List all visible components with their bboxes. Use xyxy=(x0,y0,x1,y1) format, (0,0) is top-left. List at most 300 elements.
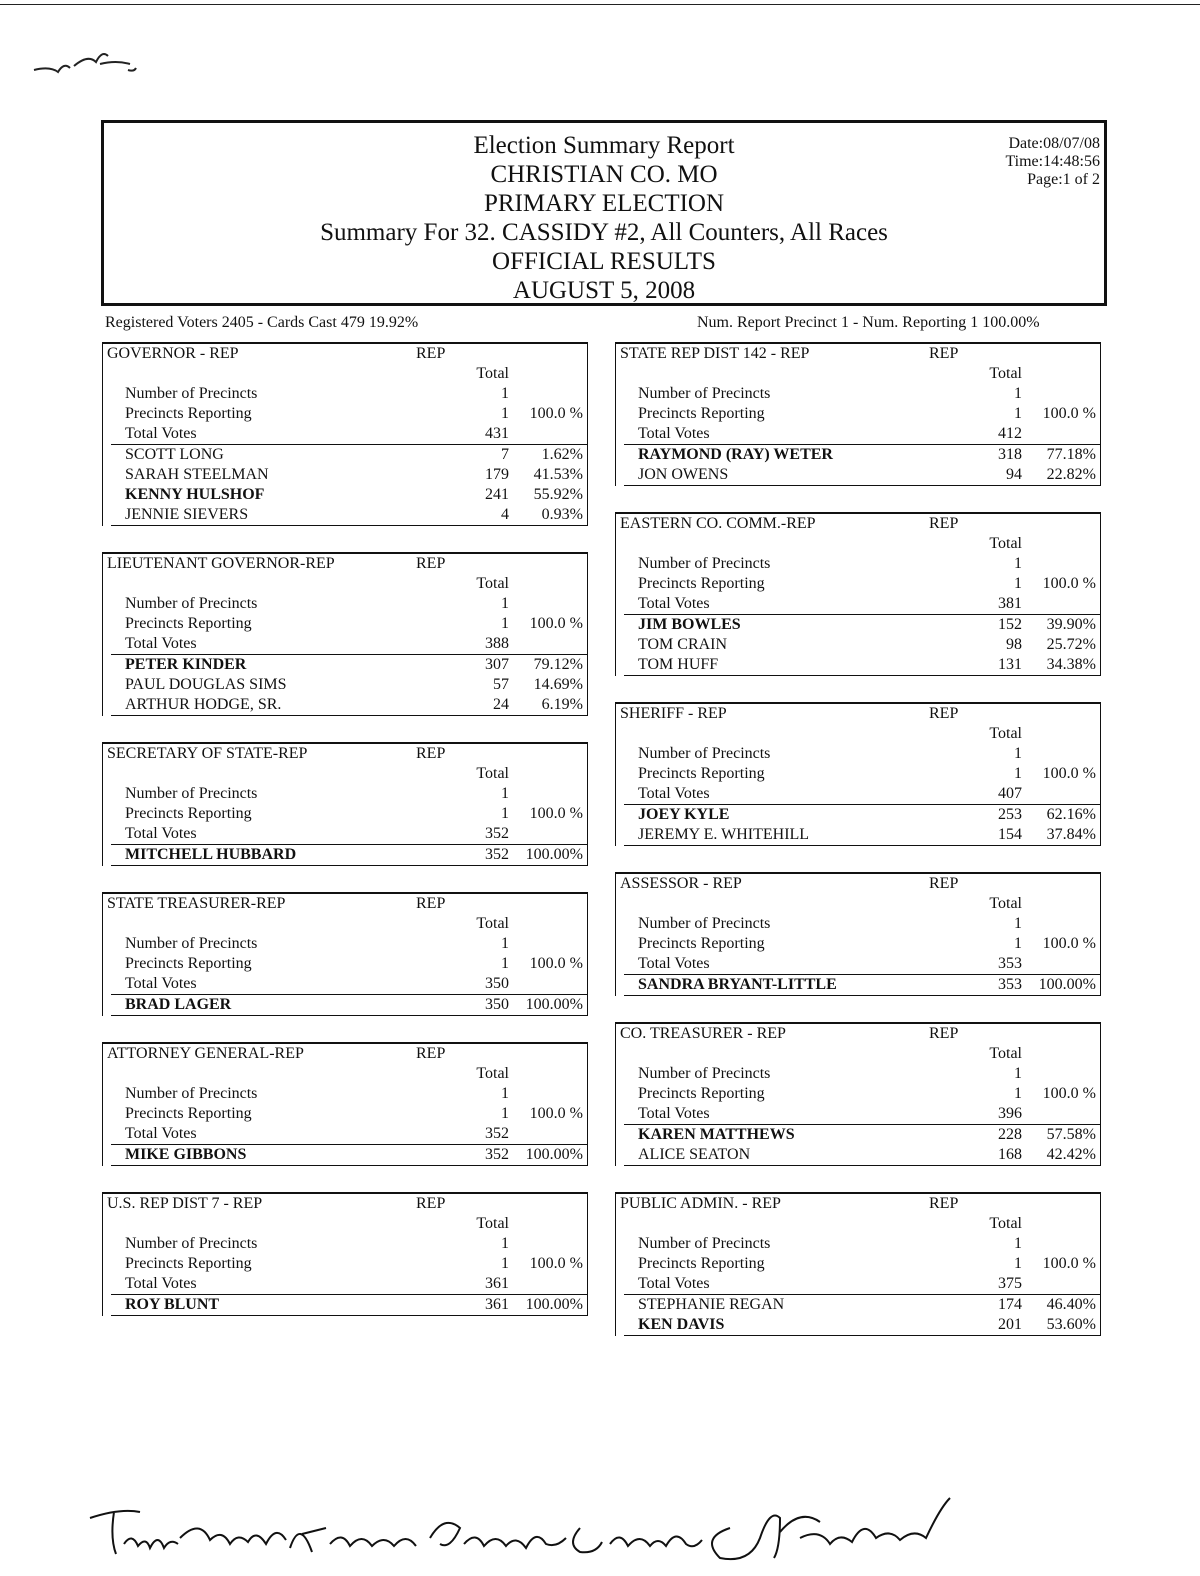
candidate-votes: 307 xyxy=(485,656,509,673)
total-column-label xyxy=(103,1064,587,1084)
race-header xyxy=(103,744,587,764)
race-party: REP xyxy=(929,705,959,722)
race-header xyxy=(103,344,587,364)
candidate-name: MITCHELL HUBBARD xyxy=(125,846,297,863)
total-column-label xyxy=(616,1044,1100,1064)
report-time: Time:14:48:56 xyxy=(1005,153,1100,170)
total-label: Total xyxy=(989,725,1022,742)
stat-label: Precincts Reporting xyxy=(638,575,765,592)
candidate-name: JENNIE SIEVERS xyxy=(125,506,249,523)
total-column-label xyxy=(103,914,587,934)
stat-label: Number of Precincts xyxy=(125,1235,258,1252)
candidate-votes: 179 xyxy=(485,466,509,483)
candidate-name: PETER KINDER xyxy=(125,656,247,673)
candidate-votes: 352 xyxy=(485,1146,509,1163)
race-title: STATE REP DIST 142 - REP xyxy=(620,345,810,362)
candidate-name: RAYMOND (RAY) WETER xyxy=(638,446,833,463)
candidate-name: JEREMY E. WHITEHILL xyxy=(638,826,810,843)
stat-label: Number of Precincts xyxy=(125,935,258,952)
candidate-votes: 361 xyxy=(485,1296,509,1313)
race-header xyxy=(103,894,587,914)
stat-label: Total Votes xyxy=(638,785,710,802)
stat-label: Number of Precincts xyxy=(638,1235,771,1252)
summary-description: Summary For 32. CASSIDY #2, All Counters, All Races xyxy=(320,219,888,246)
race-party: REP xyxy=(929,1195,959,1212)
box-bottom-line xyxy=(111,1015,587,1016)
stat-value: 1 xyxy=(1014,1065,1022,1082)
stat-value: 396 xyxy=(998,1105,1022,1122)
election-date: AUGUST 5, 2008 xyxy=(512,277,696,304)
stat-label: Total Votes xyxy=(638,1275,710,1292)
race-box xyxy=(102,742,588,866)
stat-value: 1 xyxy=(1014,405,1022,422)
stat-value: 1 xyxy=(501,385,509,402)
total-label: Total xyxy=(476,365,509,382)
candidate-votes: 98 xyxy=(1006,636,1022,653)
candidate-votes: 174 xyxy=(998,1296,1022,1313)
candidate-percent: 77.18% xyxy=(1046,446,1096,463)
stat-value: 1 xyxy=(501,785,509,802)
total-column-label xyxy=(616,364,1100,384)
race-box xyxy=(102,342,588,526)
registered-voters-summary: Registered Voters 2405 - Cards Cast 479 19.92% xyxy=(105,314,419,331)
county-name: CHRISTIAN CO. MO xyxy=(490,161,718,188)
total-votes-row xyxy=(103,1124,587,1144)
stat-value: 352 xyxy=(485,825,509,842)
candidate-votes: 352 xyxy=(485,846,509,863)
candidate-row xyxy=(616,465,1100,485)
stat-value: 1 xyxy=(1014,1255,1022,1272)
total-column-label xyxy=(103,364,587,384)
stat-label: Total Votes xyxy=(125,1275,197,1292)
box-bottom-line xyxy=(624,995,1100,996)
stat-value: 1 xyxy=(1014,935,1022,952)
candidate-votes: 201 xyxy=(998,1316,1022,1333)
stat-label: Precincts Reporting xyxy=(125,1255,252,1272)
stat-value: 352 xyxy=(485,1125,509,1142)
candidate-name: KAREN MATTHEWS xyxy=(638,1126,795,1143)
race-header xyxy=(616,1194,1100,1214)
candidate-votes: 241 xyxy=(485,486,509,503)
number-of-precincts-row xyxy=(616,384,1100,404)
stat-label: Number of Precincts xyxy=(638,555,771,572)
report-date: Date:08/07/08 xyxy=(1008,135,1100,152)
candidate-name: PAUL DOUGLAS SIMS xyxy=(125,676,287,693)
race-party: REP xyxy=(416,895,446,912)
candidate-votes: 253 xyxy=(998,806,1022,823)
race-box xyxy=(102,1192,588,1316)
number-of-precincts-row xyxy=(103,384,587,404)
total-label: Total xyxy=(989,535,1022,552)
candidate-row xyxy=(103,695,587,715)
candidate-row xyxy=(616,825,1100,845)
total-label: Total xyxy=(476,1065,509,1082)
total-label: Total xyxy=(989,1215,1022,1232)
total-column-label xyxy=(103,764,587,784)
stat-value: 431 xyxy=(485,425,509,442)
race-title: STATE TREASURER-REP xyxy=(107,895,286,912)
number-of-precincts-row xyxy=(103,1234,587,1254)
stat-value: 1 xyxy=(1014,1235,1022,1252)
precincts-reporting-row xyxy=(616,764,1100,784)
stat-value: 1 xyxy=(1014,575,1022,592)
candidate-row xyxy=(616,1315,1100,1335)
number-of-precincts-row xyxy=(103,594,587,614)
total-votes-row xyxy=(616,594,1100,614)
candidate-percent: 79.12% xyxy=(533,656,583,673)
precincts-reporting-row xyxy=(103,954,587,974)
stat-label: Number of Precincts xyxy=(638,1065,771,1082)
candidate-name: TOM HUFF xyxy=(638,656,719,673)
handwritten-mark xyxy=(30,40,150,80)
candidate-row xyxy=(103,1295,587,1315)
stat-value: 1 xyxy=(1014,385,1022,402)
race-box xyxy=(102,892,588,1016)
candidate-name: SANDRA BRYANT-LITTLE xyxy=(638,976,837,993)
total-votes-row xyxy=(616,1274,1100,1294)
race-title: PUBLIC ADMIN. - REP xyxy=(620,1195,781,1212)
box-bottom-line xyxy=(111,525,587,526)
precincts-reporting-row xyxy=(103,614,587,634)
race-party: REP xyxy=(416,555,446,572)
box-bottom-line xyxy=(624,485,1100,486)
number-of-precincts-row xyxy=(616,744,1100,764)
race-party: REP xyxy=(416,345,446,362)
stat-label: Number of Precincts xyxy=(638,745,771,762)
candidate-row xyxy=(103,445,587,465)
candidate-row xyxy=(103,485,587,505)
stat-value: 1 xyxy=(1014,745,1022,762)
results-status: OFFICIAL RESULTS xyxy=(492,248,716,275)
candidate-percent: 6.19% xyxy=(541,696,583,713)
total-label: Total xyxy=(476,575,509,592)
report-page: Page:1 of 2 xyxy=(1027,171,1100,188)
total-column-label xyxy=(616,894,1100,914)
report-meta xyxy=(1005,135,1100,189)
election-name: PRIMARY ELECTION xyxy=(483,190,725,217)
candidate-votes: 228 xyxy=(998,1126,1022,1143)
race-box xyxy=(615,1022,1101,1166)
scan-top-edge-line xyxy=(0,4,1200,5)
stat-label: Number of Precincts xyxy=(125,595,258,612)
stat-value: 375 xyxy=(998,1275,1022,1292)
race-title: SHERIFF - REP xyxy=(620,705,727,722)
candidate-name: ROY BLUNT xyxy=(125,1296,220,1313)
total-votes-row xyxy=(616,1104,1100,1124)
box-bottom-line xyxy=(624,1335,1100,1336)
stat-value: 1 xyxy=(501,1085,509,1102)
candidate-name: JOEY KYLE xyxy=(638,806,730,823)
total-label: Total xyxy=(476,1215,509,1232)
candidate-votes: 318 xyxy=(998,446,1022,463)
total-column-label xyxy=(103,1214,587,1234)
candidate-percent: 100.00% xyxy=(525,846,583,863)
candidate-row xyxy=(103,845,587,865)
box-bottom-line xyxy=(111,1165,587,1166)
candidate-row xyxy=(616,805,1100,825)
stat-percent: 100.0 % xyxy=(529,805,583,822)
stat-label: Total Votes xyxy=(638,595,710,612)
total-label: Total xyxy=(989,895,1022,912)
stat-label: Precincts Reporting xyxy=(125,805,252,822)
total-label: Total xyxy=(989,365,1022,382)
stat-percent: 100.0 % xyxy=(529,1105,583,1122)
stat-label: Precincts Reporting xyxy=(638,405,765,422)
race-title: GOVERNOR - REP xyxy=(107,345,239,362)
stat-label: Total Votes xyxy=(638,1105,710,1122)
candidate-name: KEN DAVIS xyxy=(638,1316,725,1333)
race-header xyxy=(103,554,587,574)
race-box xyxy=(615,872,1101,996)
stat-label: Total Votes xyxy=(125,825,197,842)
candidate-percent: 100.00% xyxy=(525,1146,583,1163)
race-title: LIEUTENANT GOVERNOR-REP xyxy=(107,555,335,572)
stat-label: Total Votes xyxy=(125,425,197,442)
candidate-percent: 100.00% xyxy=(525,996,583,1013)
stat-label: Precincts Reporting xyxy=(638,1255,765,1272)
candidate-percent: 46.40% xyxy=(1046,1296,1096,1313)
total-label: Total xyxy=(989,1045,1022,1062)
stat-label: Number of Precincts xyxy=(125,1085,258,1102)
total-votes-row xyxy=(103,424,587,444)
stat-label: Precincts Reporting xyxy=(638,935,765,952)
race-party: REP xyxy=(416,1045,446,1062)
total-column-label xyxy=(616,724,1100,744)
candidate-percent: 14.69% xyxy=(533,676,583,693)
stat-label: Total Votes xyxy=(638,425,710,442)
stat-label: Number of Precincts xyxy=(638,385,771,402)
stat-value: 1 xyxy=(501,1235,509,1252)
candidate-percent: 39.90% xyxy=(1046,616,1096,633)
total-label: Total xyxy=(476,765,509,782)
candidate-name: ARTHUR HODGE, SR. xyxy=(125,696,282,713)
stat-percent: 100.0 % xyxy=(529,405,583,422)
candidate-row xyxy=(616,445,1100,465)
precincts-reporting-row xyxy=(616,404,1100,424)
stat-label: Number of Precincts xyxy=(125,785,258,802)
race-party: REP xyxy=(929,1025,959,1042)
total-column-label xyxy=(616,534,1100,554)
candidate-percent: 62.16% xyxy=(1046,806,1096,823)
candidate-row xyxy=(103,1145,587,1165)
candidate-row xyxy=(616,655,1100,675)
race-header xyxy=(616,704,1100,724)
candidate-votes: 4 xyxy=(501,506,509,523)
stat-label: Total Votes xyxy=(125,975,197,992)
total-votes-row xyxy=(103,1274,587,1294)
precincts-reporting-row xyxy=(103,804,587,824)
candidate-percent: 0.93% xyxy=(541,506,583,523)
precincts-reporting-row xyxy=(616,1084,1100,1104)
stat-percent: 100.0 % xyxy=(529,955,583,972)
candidate-name: ALICE SEATON xyxy=(638,1146,751,1163)
candidate-votes: 154 xyxy=(998,826,1022,843)
candidate-votes: 24 xyxy=(493,696,509,713)
candidate-name: MIKE GIBBONS xyxy=(125,1146,247,1163)
candidate-votes: 168 xyxy=(998,1146,1022,1163)
race-title: ASSESSOR - REP xyxy=(620,875,742,892)
stat-value: 1 xyxy=(501,955,509,972)
stat-label: Precincts Reporting xyxy=(638,1085,765,1102)
candidate-name: JON OWENS xyxy=(638,466,729,483)
race-party: REP xyxy=(929,515,959,532)
stat-value: 1 xyxy=(501,1105,509,1122)
stat-value: 361 xyxy=(485,1275,509,1292)
stat-label: Precincts Reporting xyxy=(125,955,252,972)
stat-percent: 100.0 % xyxy=(1042,935,1096,952)
candidate-name: TOM CRAIN xyxy=(638,636,728,653)
report-header xyxy=(101,120,1107,306)
stat-value: 381 xyxy=(998,595,1022,612)
total-votes-row xyxy=(616,424,1100,444)
report-title: Election Summary Report xyxy=(473,132,735,159)
stat-value: 1 xyxy=(1014,915,1022,932)
total-label: Total xyxy=(476,915,509,932)
candidate-row xyxy=(616,1295,1100,1315)
candidate-votes: 152 xyxy=(998,616,1022,633)
candidate-percent: 100.00% xyxy=(525,1296,583,1313)
race-party: REP xyxy=(929,875,959,892)
candidate-percent: 1.62% xyxy=(541,446,583,463)
candidate-percent: 53.60% xyxy=(1046,1316,1096,1333)
number-of-precincts-row xyxy=(616,1064,1100,1084)
number-of-precincts-row xyxy=(616,554,1100,574)
race-header xyxy=(616,514,1100,534)
candidate-votes: 57 xyxy=(493,676,509,693)
precincts-reporting-row xyxy=(616,934,1100,954)
candidate-name: SARAH STEELMAN xyxy=(125,466,269,483)
stat-label: Precincts Reporting xyxy=(125,405,252,422)
candidate-votes: 353 xyxy=(998,976,1022,993)
stat-value: 1 xyxy=(501,405,509,422)
stat-percent: 100.0 % xyxy=(529,1255,583,1272)
race-header xyxy=(616,344,1100,364)
candidate-name: BRAD LAGER xyxy=(125,996,232,1013)
candidate-row xyxy=(616,1145,1100,1165)
candidate-row xyxy=(103,465,587,485)
race-title: CO. TREASURER - REP xyxy=(620,1025,786,1042)
number-of-precincts-row xyxy=(103,784,587,804)
number-of-precincts-row xyxy=(616,914,1100,934)
race-box xyxy=(102,1042,588,1166)
candidate-percent: 42.42% xyxy=(1046,1146,1096,1163)
candidate-percent: 25.72% xyxy=(1046,636,1096,653)
stat-label: Precincts Reporting xyxy=(125,1105,252,1122)
total-column-label xyxy=(103,574,587,594)
stat-value: 1 xyxy=(1014,765,1022,782)
stat-percent: 100.0 % xyxy=(1042,405,1096,422)
stat-percent: 100.0 % xyxy=(1042,1085,1096,1102)
stat-percent: 100.0 % xyxy=(1042,1255,1096,1272)
race-header xyxy=(103,1194,587,1214)
precincts-reporting-row xyxy=(616,574,1100,594)
stat-value: 1 xyxy=(501,595,509,612)
total-votes-row xyxy=(103,634,587,654)
box-bottom-line xyxy=(624,675,1100,676)
stat-label: Total Votes xyxy=(638,955,710,972)
race-party: REP xyxy=(416,1195,446,1212)
number-of-precincts-row xyxy=(103,1084,587,1104)
candidate-votes: 94 xyxy=(1006,466,1022,483)
stat-value: 1 xyxy=(1014,1085,1022,1102)
total-votes-row xyxy=(616,784,1100,804)
race-box xyxy=(615,702,1101,846)
box-bottom-line xyxy=(111,715,587,716)
stat-percent: 100.0 % xyxy=(529,615,583,632)
stat-label: Number of Precincts xyxy=(638,915,771,932)
race-party: REP xyxy=(929,345,959,362)
precincts-reporting-row xyxy=(616,1254,1100,1274)
precincts-reporting-row xyxy=(103,404,587,424)
candidate-name: STEPHANIE REGAN xyxy=(638,1296,785,1313)
candidate-name: KENNY HULSHOF xyxy=(125,486,265,503)
candidate-row xyxy=(616,615,1100,635)
box-bottom-line xyxy=(624,1165,1100,1166)
candidate-row xyxy=(616,635,1100,655)
stat-value: 1 xyxy=(1014,555,1022,572)
candidate-votes: 7 xyxy=(501,446,509,463)
precincts-reporting-row xyxy=(103,1254,587,1274)
race-box xyxy=(615,342,1101,486)
total-votes-row xyxy=(103,824,587,844)
race-box xyxy=(615,512,1101,676)
race-box xyxy=(102,552,588,716)
box-bottom-line xyxy=(111,1315,587,1316)
box-bottom-line xyxy=(624,845,1100,846)
candidate-row xyxy=(103,655,587,675)
stat-value: 388 xyxy=(485,635,509,652)
stat-value: 353 xyxy=(998,955,1022,972)
candidate-percent: 37.84% xyxy=(1046,826,1096,843)
stat-value: 350 xyxy=(485,975,509,992)
precinct-reporting-summary: Num. Report Precinct 1 - Num. Reporting 1 100.00% xyxy=(697,314,1040,331)
candidate-name: SCOTT LONG xyxy=(125,446,224,463)
box-bottom-line xyxy=(111,865,587,866)
candidate-row xyxy=(103,505,587,525)
stat-label: Precincts Reporting xyxy=(125,615,252,632)
candidate-percent: 41.53% xyxy=(533,466,583,483)
candidate-percent: 55.92% xyxy=(533,486,583,503)
race-header xyxy=(616,1024,1100,1044)
stat-value: 1 xyxy=(501,1255,509,1272)
candidate-row xyxy=(103,675,587,695)
stat-label: Number of Precincts xyxy=(125,385,258,402)
stat-label: Total Votes xyxy=(125,1125,197,1142)
candidate-votes: 131 xyxy=(998,656,1022,673)
number-of-precincts-row xyxy=(616,1234,1100,1254)
race-title: SECRETARY OF STATE-REP xyxy=(107,745,308,762)
stat-value: 1 xyxy=(501,615,509,632)
race-header xyxy=(103,1044,587,1064)
stat-value: 407 xyxy=(998,785,1022,802)
race-header xyxy=(616,874,1100,894)
total-column-label xyxy=(616,1214,1100,1234)
candidate-votes: 350 xyxy=(485,996,509,1013)
stat-percent: 100.0 % xyxy=(1042,575,1096,592)
handwritten-signatures xyxy=(80,1488,1000,1568)
stat-value: 412 xyxy=(998,425,1022,442)
precincts-reporting-row xyxy=(103,1104,587,1124)
race-title: U.S. REP DIST 7 - REP xyxy=(107,1195,263,1212)
candidate-row xyxy=(616,975,1100,995)
number-of-precincts-row xyxy=(103,934,587,954)
stat-value: 1 xyxy=(501,935,509,952)
candidate-name: JIM BOWLES xyxy=(638,616,741,633)
total-votes-row xyxy=(103,974,587,994)
stat-label: Precincts Reporting xyxy=(638,765,765,782)
race-party: REP xyxy=(416,745,446,762)
total-votes-row xyxy=(616,954,1100,974)
